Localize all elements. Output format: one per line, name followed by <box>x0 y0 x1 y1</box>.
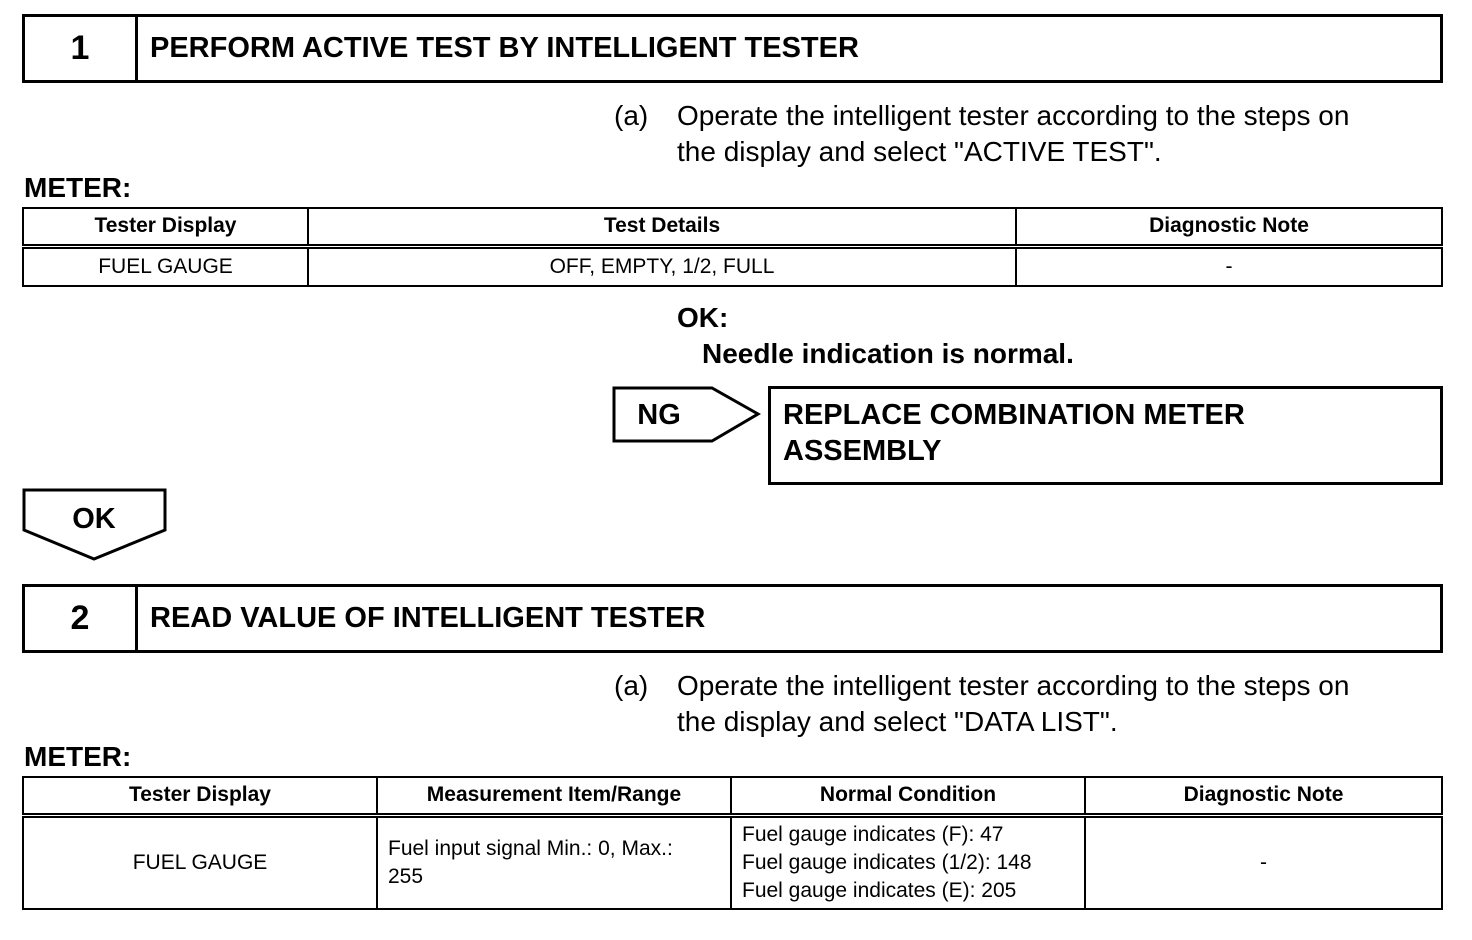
step-2-instruction-label: (a) <box>614 670 649 701</box>
ng-result-line-1: REPLACE COMBINATION METER <box>783 399 1245 431</box>
step-2-header <box>22 584 1443 653</box>
table-cell: - <box>1016 246 1442 286</box>
normal-condition-line-2: Fuel gauge indicates (1/2): 148 <box>742 850 1032 874</box>
data-list-table <box>22 776 1443 910</box>
step-1-header <box>22 14 1443 83</box>
table-header-row <box>23 777 1442 815</box>
column-header: Tester Display <box>23 777 377 815</box>
column-header: Test Details <box>308 208 1016 246</box>
step-1-instruction-line-1: Operate the intelligent tester according to the steps on <box>677 100 1350 131</box>
table-row <box>23 815 1442 909</box>
step-1-instruction-line-2: the display and select "ACTIVE TEST". <box>677 136 1162 167</box>
table-cell: FUEL GAUGE <box>23 246 308 286</box>
ng-arrow <box>612 386 762 444</box>
step-2-instruction-line-2: the display and select "DATA LIST". <box>677 706 1118 737</box>
column-header: Normal Condition <box>731 777 1085 815</box>
step-2-number: 2 <box>25 587 138 650</box>
step-1-instruction <box>677 98 1437 170</box>
measurement-line-1: Fuel input signal Min.: 0, Max.: <box>388 836 673 860</box>
step-2-title: READ VALUE OF INTELLIGENT TESTER <box>150 602 706 634</box>
column-header: Measurement Item/Range <box>377 777 731 815</box>
table-cell <box>377 815 731 909</box>
ok-flow-arrow <box>22 488 168 562</box>
ok-criteria-label: OK: <box>677 302 729 333</box>
ng-result-box <box>768 386 1443 485</box>
column-header: Diagnostic Note <box>1085 777 1442 815</box>
ok-criteria <box>677 300 1074 372</box>
ng-result-line-2: ASSEMBLY <box>783 435 942 467</box>
normal-condition-line-1: Fuel gauge indicates (F): 47 <box>742 822 1004 846</box>
table-cell: OFF, EMPTY, 1/2, FULL <box>308 246 1016 286</box>
step-2-section-label: METER: <box>24 741 132 772</box>
step-1-section-label: METER: <box>24 172 132 203</box>
table-row <box>23 246 1442 286</box>
step-2-instruction <box>677 668 1437 740</box>
table-cell: FUEL GAUGE <box>23 815 377 909</box>
active-test-table <box>22 207 1443 287</box>
step-1-instruction-label: (a) <box>614 100 649 131</box>
step-2-instruction-line-1: Operate the intelligent tester according to the steps on <box>677 670 1350 701</box>
ok-criteria-text: Needle indication is normal. <box>702 338 1074 369</box>
ok-flow-label: OK <box>72 503 116 535</box>
column-header: Diagnostic Note <box>1016 208 1442 246</box>
ng-arrow-shape <box>614 388 758 441</box>
normal-condition-line-3: Fuel gauge indicates (E): 205 <box>742 878 1017 902</box>
column-header: Tester Display <box>23 208 308 246</box>
ng-label: NG <box>637 399 681 431</box>
measurement-line-2: 255 <box>388 864 424 888</box>
table-cell <box>731 815 1085 909</box>
step-1-number: 1 <box>25 17 138 80</box>
table-header-row <box>23 208 1442 246</box>
table-cell: - <box>1085 815 1442 909</box>
step-1-title: PERFORM ACTIVE TEST BY INTELLIGENT TESTER <box>150 32 859 64</box>
